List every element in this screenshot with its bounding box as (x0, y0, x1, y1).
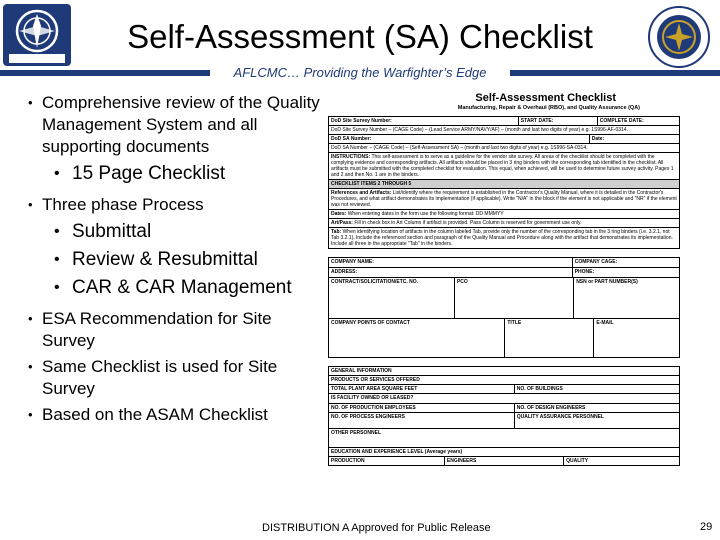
survey-box: DoD Site Survey Number: START DATE: COMPLETE DATE: DoD Site Survey Number – (CAGE Code) – (Lead Service ARMY/NAVY/AF) – (month and last two digits of year) e.g. 1S996-AF-0314. DoD SA Number: Date: DoD SA Number – (CAGE Code) – (Self-Assessment SA) – (month and last two digits of year) e.g. 1S996-SA-0314. INSTRUCTIONS: This self-assessment is to serve as a guideline for the vendor site survey. All areas of the checklist should be completed with the complying evidence and corresponding artifacts. All artifacts should be placed in 3 ring binders with the corresponding tab identified in the checklist. All artifacts must be submitted with the completed checklist for evaluation. This equal, when achieved, will be used to determine future survey activity. Pages 1 and 2 and then No. 1 are in the binders. CHECKLIST ITEMS 2 THROUGH 5 References and Artifacts: List/identify where the requirement is established in the Contractor's Quality Manual, where it is detailed in the Contractor's Procedures, and what artifact demonstrates its implementation (if applicable). Write "N/A" in the block if the element is not applicable and "NR" if the element was not reviewed. Dates: When entering dates in the form use the following format: DD MMMYY Art/Pass: Fill in check box in Art Column if artifact is provided. Pass Column is reserved for government use only. Tab: When identifying location of artifacts in the column labeled Tab, provide only the number of the corresponding tab in the 3 ring binders (i.e. 3.2.1, not Tab 3.2.1). Include the referenced section and paragraph of the Quality Manual and Procedure along with the artifact that demonstrates its implementation. Include all three in the appropriate "Tab" in the binders. (328, 116, 680, 249)
bullet-item: • Comprehensive review of the Quality Management System and all supporting documents • 15 Page Checklist (28, 93, 320, 184)
bullet-item: • Three phase Process • Submittal • Review & Resubmittal • CAR & CAR Management (28, 195, 292, 298)
bullet-list (20, 92, 320, 426)
bullet-text: Comprehensive review of the Quality Management System and all supporting documents (42, 93, 320, 156)
general-info-box: GENERAL INFORMATION PRODUCTS OR SERVICES OFFERED TOTAL PLANT AREA SQUARE FEET NO. OF BUILDINGS IS FACILITY OWNED OR LEASED? NO. OF PRODUCTION EMPLOYEES NO. OF DESIGN ENGINEERS NO. OF PROCESS ENGINEERS QUALITY ASSURANCE PERSONNEL OTHER PERSONNEL EDUCATION AND EXPERIENCE LEVEL (Average years) PRODUCTION ENGINEERS QUALITY (328, 366, 680, 466)
bullet-item: • Based on the ASAM Checklist (28, 405, 268, 424)
page-title: Self-Assessment (SA) Checklist (127, 18, 593, 55)
bullet-text: Same Checklist is used for Site Survey (42, 357, 278, 398)
doc-title: Self-Assessment Checklist (475, 92, 616, 104)
tagline: AFLCMC… Providing the Warfighter’s Edge (210, 63, 510, 83)
bullet-text: Based on the ASAM Checklist (42, 405, 268, 424)
sub-bullet-text: Submittal (72, 221, 152, 242)
doc-subtitle: Manufacturing, Repair & Overhaul (RBO), and Quality Assurance (QA) (457, 105, 640, 111)
distribution-footer: DISTRIBUTION A Approved for Public Release (262, 522, 491, 534)
bullet-item: • Same Checklist is used for Site Survey (28, 357, 278, 398)
sub-bullet-text: CAR & CAR Management (72, 277, 292, 298)
bullet-text: ESA Recommendation for Site Survey (42, 309, 272, 350)
checklist-document (328, 92, 680, 510)
bullet-text: Three phase Process (42, 195, 204, 214)
sub-bullet-text: Review & Resubmittal (72, 249, 258, 270)
page-number: 29 (700, 521, 713, 533)
aflcmc-seal-icon (648, 6, 710, 68)
sub-bullet-text: 15 Page Checklist (72, 163, 226, 184)
tagline-band (0, 63, 720, 85)
company-box: COMPANY NAME: COMPANY CAGE: ADDRESS: PHONE: CONTRACT/SOLICITATION/ETC. NO. PCO NSN or PART NUMBER(S) COMPANY POINTS OF CONTACT TITLE E-MAIL (328, 257, 680, 358)
bullet-item: • ESA Recommendation for Site Survey (28, 309, 272, 350)
